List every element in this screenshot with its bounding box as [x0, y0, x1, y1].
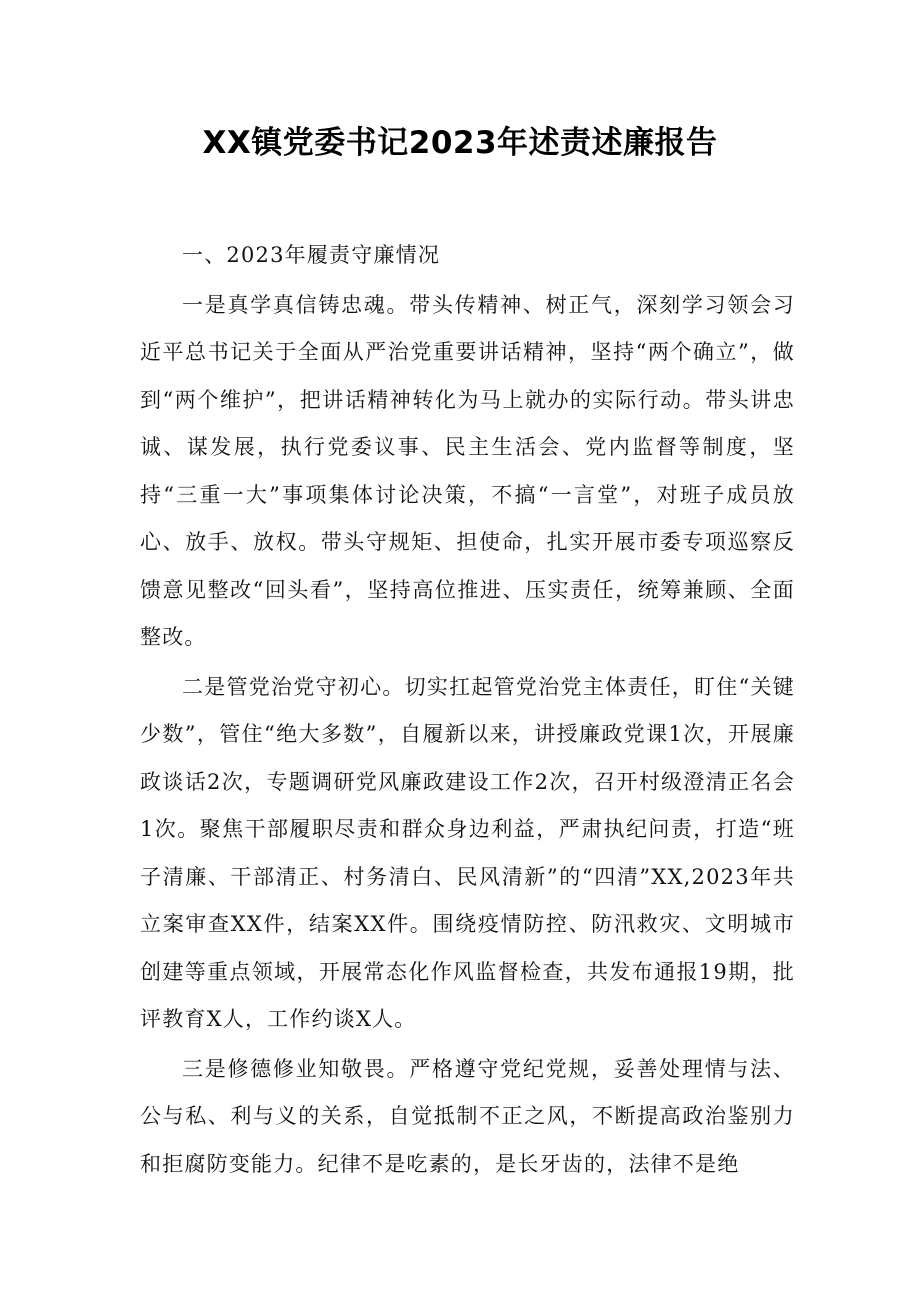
paragraph-3: 三是修德修业知敬畏。严格遵守党纪党规，妥善处理情与法、公与私、利与义的关系，自觉抵制不正之风，不断提高政治鉴别力和拒腐防变能力。纪律不是吃素的，是长牙齿的，法律不是绝	[140, 1056, 795, 1176]
document-title: XX镇党委书记2023年述责述廉报告	[202, 125, 718, 161]
document-body	[140, 232, 795, 1190]
paragraph-1: 一是真学真信铸忠魂。带头传精神、树正气，深刻学习领会习近平总书记关于全面从严治党重要讲话精神，坚持“两个确立”，做到“两个维护”，把讲话精神转化为马上就办的实际行动。带头讲忠诚、谋发展，执行党委议事、民主生活会、党内监督等制度，坚持“三重一大”事项集体讨论决策，不搞“一言堂”，对班子成员放心、放手、放权。带头守规矩、担使命，扎实开展市委专项巡察反馈意见整改“回头看”，坚持高位推进、压实责任，统筹兼顾、全面整改。	[140, 292, 795, 649]
section-heading: 一、2023年履责守廉情况	[182, 243, 441, 267]
paragraph-2: 二是管党治党守初心。切实扛起管党治党主体责任，盯住“关键少数”，管住“绝大多数”，自履新以来，讲授廉政党课1次，开展廉政谈话2次，专题调研党风廉政建设工作2次，召开村级澄清正名会1次。聚焦干部履职尽责和群众身边利益，严肃执纪问责，打造“班子清廉、干部清正、村务清白、民风清新”的“四清”XX,2023年共立案审查XX件，结案XX件。围绕疫情防控、防汛救灾、文明城市创建等重点领域，开展常态化作风监督检查，共发布通报19期，批评教育X人，工作约谈X人。	[140, 674, 795, 1031]
